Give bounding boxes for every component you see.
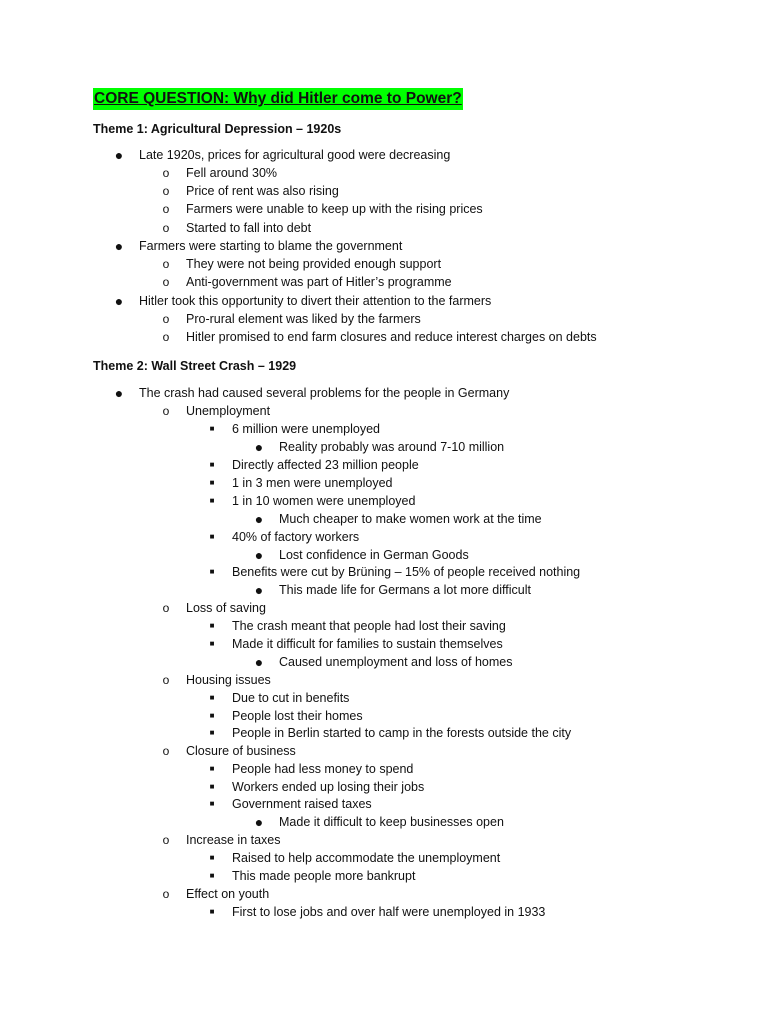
bullet-icon: ●: [114, 147, 124, 163]
square-bullet-icon: ■: [209, 799, 215, 808]
square-bullet-icon: ■: [209, 853, 215, 862]
bullet-icon: ●: [254, 547, 264, 563]
square-bullet-icon: ■: [209, 711, 215, 720]
square-bullet-icon: ■: [209, 907, 215, 916]
square-bullet-icon: ■: [209, 764, 215, 773]
square-bullet-icon: ■: [209, 621, 215, 630]
bullet-icon: ●: [254, 582, 264, 598]
hollow-bullet-icon: o: [162, 833, 170, 847]
theme-2-heading: Theme 2: Wall Street Crash – 1929: [93, 359, 297, 373]
bullet-icon: ●: [254, 439, 264, 455]
square-bullet-icon: ■: [209, 728, 215, 737]
hollow-bullet-icon: o: [162, 887, 170, 901]
square-bullet-icon: ■: [209, 496, 215, 505]
hollow-bullet-icon: o: [162, 257, 170, 271]
hollow-bullet-icon: o: [162, 275, 170, 289]
hollow-bullet-icon: o: [162, 202, 170, 216]
bullet-icon: ●: [114, 238, 124, 254]
hollow-bullet-icon: o: [162, 166, 170, 180]
square-bullet-icon: ■: [209, 567, 215, 576]
bullet-icon: ●: [114, 385, 124, 401]
square-bullet-icon: ■: [209, 782, 215, 791]
hollow-bullet-icon: o: [162, 330, 170, 344]
bullet-icon: ●: [114, 293, 124, 309]
square-bullet-icon: ■: [209, 871, 215, 880]
document-page: CORE QUESTION: Why did Hitler come to Power? Theme 1: Agricultural Depression – 1920s ● Late 1920s, prices for agricultural good were decreasing o Fell around 30% o Price of rent was also rising o Farmers were unable to keep up with the rising prices o Started to fall into debt ● Farmers were starting to blame the government o They were not being provided enough support o Anti-government was part of Hitler’s programme ● Hitler took this opportunity to divert their attention to the farmers o Pro-rural element was liked by the farmers o Hitler promised to end farm closures and reduce interest charges on debts Theme 2: Wall Street Crash – 1929 ● The crash had caused several problems for the people in Germany o Unemployment ■ 6 million were unemployed ● Reality probably was around 7-10 million ■ Directly affected 23 million people ■ 1 in 3 men were unemployed ■ 1 in 10 women were unemployed ● Much cheaper to make women work at the time ■ 40% of factory workers ● Lost confidence in German Goods ■ Benefits were cut by Brüning – 15% of people received nothing ● This made life for Germans a lot more difficult o Loss of saving ■ The crash meant that people had lost their saving ■ Made it difficult for families to sustain themselves ● Caused unemployment and loss of homes o Housing issues ■ Due to cut in benefits ■ People lost their homes ■ People in Berlin started to camp in the forests outside the city o Closure of business ■ People had less money to spend ■ Workers ended up losing their jobs ■ Government raised taxes ● Made it difficult to keep businesses open o Increase in taxes ■ Raised to help accommodate the unemployment ■ This made people more bankrupt o Effect on youth ■ First to lose jobs and over half were unemployed in 1933: [93, 90, 597, 919]
hollow-bullet-icon: o: [162, 221, 170, 235]
square-bullet-icon: ■: [209, 424, 215, 433]
square-bullet-icon: ■: [209, 460, 215, 469]
hollow-bullet-icon: o: [162, 673, 170, 687]
theme-1-heading: Theme 1: Agricultural Depression – 1920s: [93, 122, 342, 136]
square-bullet-icon: ■: [209, 532, 215, 541]
hollow-bullet-icon: o: [162, 744, 170, 758]
bullet-icon: ●: [254, 654, 264, 670]
hollow-bullet-icon: o: [162, 601, 170, 615]
bullet-icon: ●: [254, 511, 264, 527]
hollow-bullet-icon: o: [162, 404, 170, 418]
square-bullet-icon: ■: [209, 478, 215, 487]
hollow-bullet-icon: o: [162, 312, 170, 326]
hollow-bullet-icon: o: [162, 184, 170, 198]
core-question-title: CORE QUESTION: Why did Hitler come to Power?: [93, 88, 463, 110]
bullet-icon: ●: [254, 814, 264, 830]
square-bullet-icon: ■: [209, 639, 215, 648]
square-bullet-icon: ■: [209, 693, 215, 702]
